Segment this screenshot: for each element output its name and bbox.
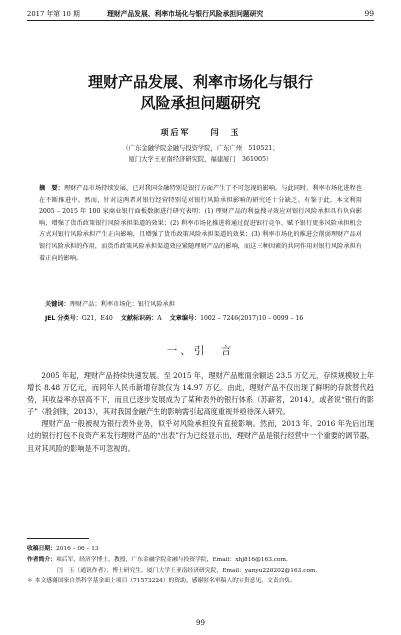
doc-code: A (157, 315, 162, 322)
header-page-number: 99 (364, 8, 374, 18)
footnotes (27, 544, 374, 587)
keywords (45, 299, 362, 308)
author-note-2: 闫 玉（通讯作者），博士研究生，厦门大学王亚南经济研究院，Email：yanyu220202@163.com. (57, 567, 318, 574)
funding-note: ＊ 本文感谢国家自然科学基金面上项目（71573224）的资助。感谢匿名审稿人的宝贵意见。文责自负。 (27, 578, 297, 585)
affiliation-2: 厦门大学王亚南经济研究院，福建厦门 361005） (128, 156, 273, 163)
author-label: 作者简介： (27, 556, 56, 563)
keywords-text: 理财产品；利率市场化；银行风险承担 (69, 301, 175, 308)
received-value: 2016 – 06 – 13 (56, 546, 99, 552)
page-number: 99 (196, 619, 205, 627)
received-date (27, 544, 374, 555)
running-title: 理财产品发展、利率市场化与银行风险承担问题研究 (107, 10, 264, 18)
abstract (39, 183, 362, 264)
footnote-divider (27, 538, 89, 539)
author-note-1 (27, 555, 374, 566)
abstract-text: 理财产品市场持续发展，已对我国金融特别是银行方面产生了不可忽视的影响。与此同时，利率市场化进程也在不断推进中。然而，针对这两者对银行经营特别是对银行风险承担影响的研究还十分缺乏。有鉴于此，本文利用 2005 – 2015 年 100 家商业银行面板数据进行研究表明：(1) 理财产品的利益搜寻效应对银行风险承担具有负向影响，增强了货币政策银行风险承担渠道的效果；(2) 利率市场化推进将通过促进银行竞争、赋予银行更多风险承担机会方式对银行风险承担产生正向影响，且增强了货币政策风险承担渠道的效果；(3) 利率市场化的推进会削弱理财产品对银行风险承担的作用，而货币政策风险承担渠道效应紧随理财产品的影响，而这三种因素的共同作用对银行风险承担有着正向的影响。 (39, 185, 363, 262)
section-heading-introduction: 一、引 言 (166, 345, 235, 357)
paragraph-1: 2005 年起，理财产品持续快速发展。至 2015 年，理财产品账面余额达 23.5 万亿元，存续规模较上年增长 8.48 万亿元，而同年人民币新增存款仅为 14.97 万亿。由此，理财产品不仅出现了鲜明的存款替代趋势，其收益率亦居高不下，而且已逐步发展成为了某种表外的银行体系（苏薪茗，2014），或者说“银行的影子”（殷剑锋，2013），其对我国金融产生的影响需引起高度重视并亟待深入研究。 (27, 371, 374, 417)
received-label: 收稿日期： (27, 546, 56, 552)
article-title (0, 72, 401, 114)
author-names: 项后军 闫 玉 (160, 128, 241, 137)
title-line-1: 理财产品发展、利率市场化与银行 (87, 73, 313, 91)
jel-code: G21，E40 (81, 315, 113, 322)
paragraph-2: 理财产品一般被视为银行表外业务，似乎对风险承担没有直接影响。然而，2013 年、2016 年先后出现过的银行打包不良资产来发行理财产品的“出表”行为已经显示出，理财产品是银行经营中一个重要的调节器，且对其风险的影响是不可忽视的。 (27, 419, 374, 453)
classification-codes (45, 313, 362, 322)
issue-label: 2017 年第 10 期 (27, 10, 80, 18)
doc-code-label: 文献标识码： (120, 315, 158, 322)
abstract-label: 摘 要： (39, 185, 64, 192)
body-text (27, 370, 374, 455)
jel-label: JEL 分类号： (45, 315, 82, 322)
article-number: 1002 – 7246(2017)10 – 0099 – 16 (200, 315, 304, 322)
keywords-label: 关键词： (45, 301, 70, 308)
running-header (27, 6, 374, 21)
author-1-text: 项后军，经济学博士，教授，广东金融学院金融与投资学院，Email：xhj816@163.com. (56, 556, 288, 563)
affiliation-1: （广东金融学院金融与投资学院，广东广州 510521； (122, 145, 279, 152)
title-line-2: 风险承担问题研究 (140, 94, 261, 112)
article-number-label: 文章编号： (169, 315, 201, 322)
